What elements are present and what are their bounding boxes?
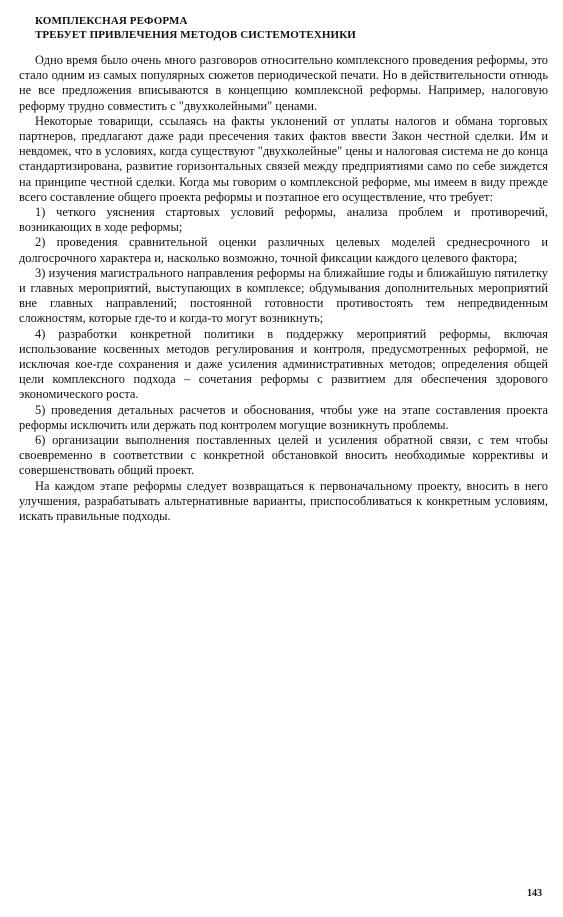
list-item-1: 1) четкого уяснения стартовых условий реформы, анализа проблем и противоречий, возникающих в ходе реформы;	[19, 205, 548, 235]
heading-line-2: ТРЕБУЕТ ПРИВЛЕЧЕНИЯ МЕТОДОВ СИСТЕМОТЕХНИКИ	[35, 29, 356, 41]
page-number: 143	[527, 888, 542, 899]
heading-line-1: КОМПЛЕКСНАЯ РЕФОРМА	[35, 15, 188, 27]
paragraph-honest-deal: Некоторые товарищи, ссылаясь на факты уклонений от уплаты налогов и обмана торговых партнеров, предлагают даже ради пресечения таких фактов ввести Закон честной сделки. Им и невдомек, что в условиях, когда существуют "двухколейные" цены и налоговая система не до конца стандартизирована, развитие горизонтальных связей между предприятиями само по себе зиждется на принципе честной сделки. Когда мы говорим о комплексной реформе, мы имеем в виду прежде всего составление общего проекта реформы и поэтапное его осуществление, что требует:	[19, 113, 548, 204]
section-heading	[35, 14, 548, 42]
list-item-5: 5) проведения детальных расчетов и обоснования, чтобы уже на этапе составления проекта реформы исключить или держать под контролем могущие возникнуть проблемы.	[19, 402, 548, 432]
list-item-2: 2) проведения сравнительной оценки различных целевых моделей среднесрочного и долгосрочного характера и, насколько возможно, точной фиксации каждого целевого фактора;	[19, 235, 548, 265]
paragraph-intro: Одно время было очень много разговоров относительно комплексного проведения реформы, это стало одним из самых популярных сюжетов периодической печати. Но в действительности отнюдь не все предложения вписываются в концепцию комплексной реформы. Например, налоговую реформу трудно совместить с "двухколейными" ценами.	[19, 53, 548, 113]
list-item-6: 6) организации выполнения поставленных целей и усиления обратной связи, с тем чтобы своевременно в соответствии с конкретной обстановкой вносить необходимые коррективы и совершенствовать общий проект.	[19, 433, 548, 478]
paragraph-conclusion: На каждом этапе реформы следует возвращаться к первоначальному проекту, вносить в него улучшения, разрабатывать альтернативные варианты, приспособливаться к конкретным условиям, искать правильные подходы.	[19, 478, 548, 524]
list-item-3: 3) изучения магистрального направления реформы на ближайшие годы и ближайшую пятилетку и главных мероприятий, выступающих в комплексе; обдумывания дополнительных мероприятий вне главных направлений; постоянной готовности противостоять тем непредвиденным сложностям, которые где-то и когда-то могут возникнуть;	[19, 265, 548, 326]
body-text	[19, 53, 548, 524]
list-item-4: 4) разработки конкретной политики в поддержку мероприятий реформы, включая использование косвенных методов регулирования и контроля, предусмотренных реформой, не исключая кое-где сохранения и даже усиления административных методов; определения общей цели комплексного подхода – сочетания реформы с развитием для обеспечения здорового экономического роста.	[19, 326, 548, 402]
